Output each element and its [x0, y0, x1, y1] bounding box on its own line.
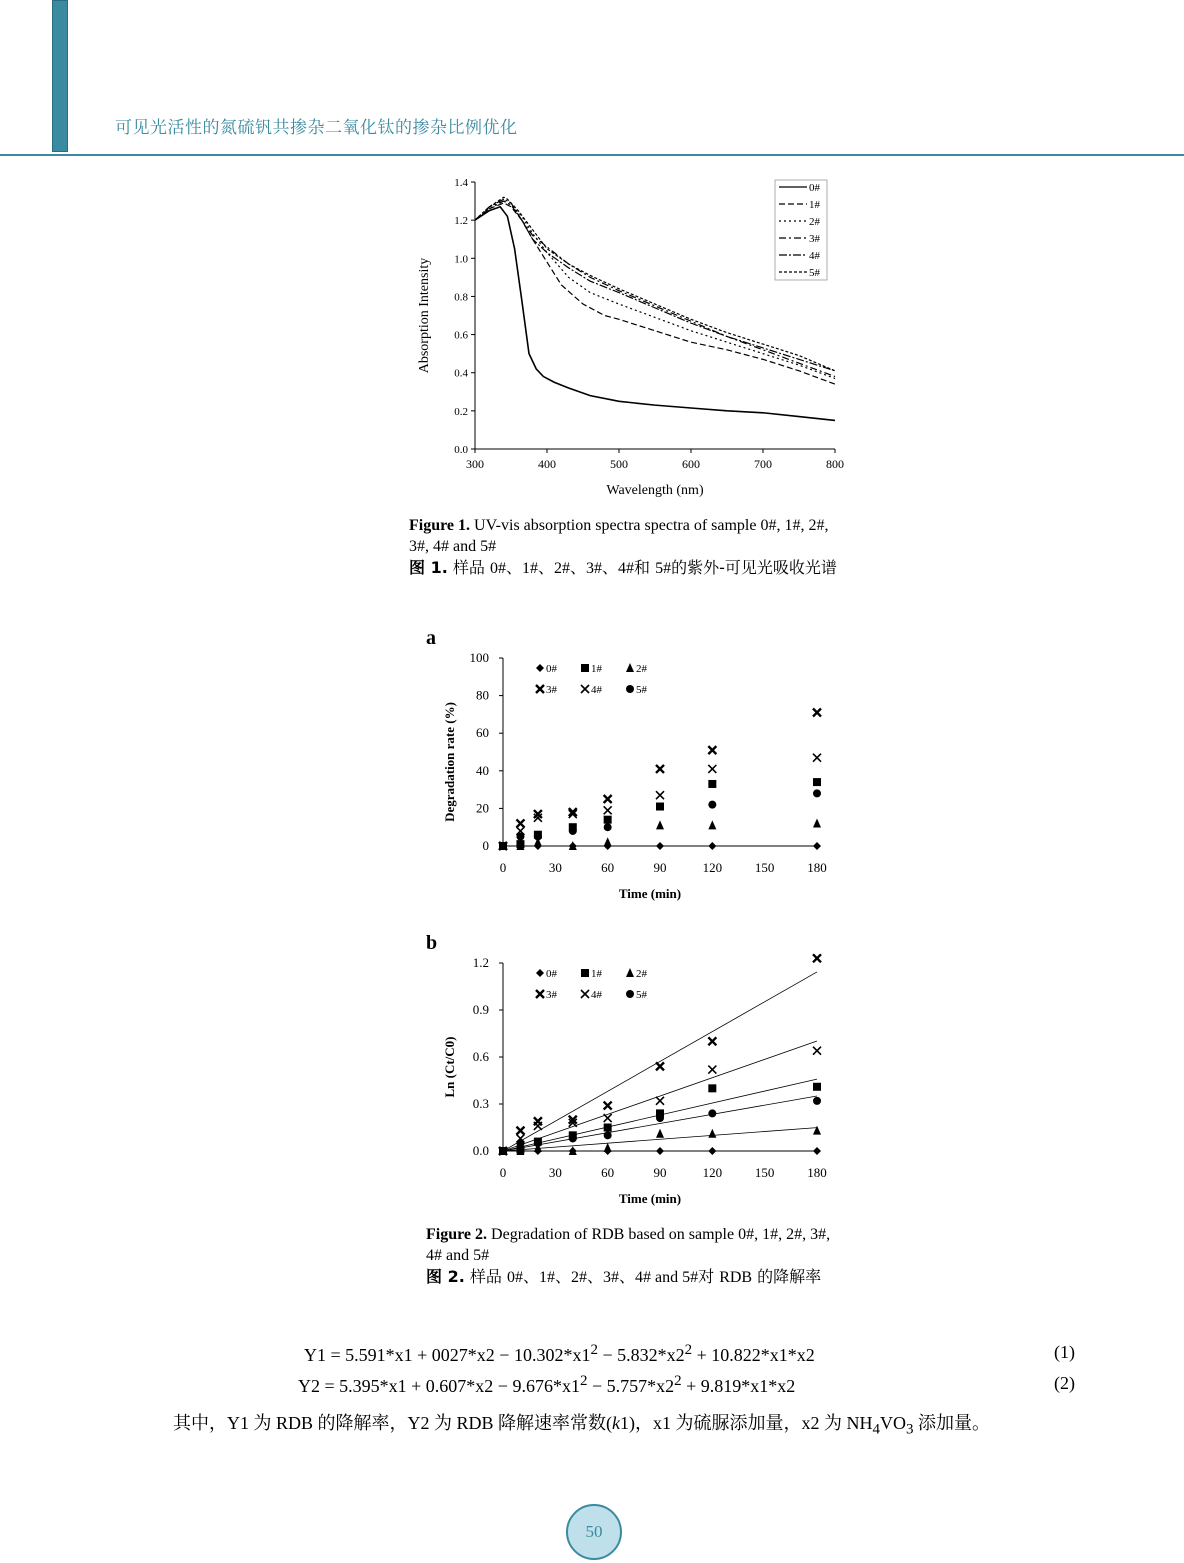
x-tick-label: 150: [754, 1165, 775, 1180]
panel-label: b: [426, 932, 438, 954]
point-2#: [604, 837, 612, 846]
point-2#: [708, 1129, 716, 1138]
point-3#: [656, 765, 664, 773]
figure-2-caption-cn-e: 的降解率: [752, 1267, 822, 1286]
figure-1-caption-cn-b: 0#、1#、2#、3#、4#: [489, 560, 634, 577]
f1-x-tick-label: 800: [826, 457, 844, 471]
figure-2-caption-cn: [426, 1266, 836, 1288]
x-tick-label: 0: [499, 1165, 507, 1180]
point-3#: [708, 746, 716, 754]
body-text-d: 添加量。: [913, 1413, 991, 1433]
figure-1-caption-cn-a: 样品: [447, 558, 490, 577]
figure-1-label-cn: 图 1.: [409, 558, 448, 577]
point-5#: [516, 833, 524, 841]
f1-legend-label: 2#: [809, 216, 820, 228]
figure-2-caption-en: [426, 1224, 836, 1266]
point-2#: [813, 818, 821, 827]
legend-marker-0#: [536, 664, 544, 672]
point-0#: [708, 1147, 716, 1155]
point-5#: [708, 801, 716, 809]
point-3#: [604, 1102, 612, 1110]
f1-x-tick-label: 400: [538, 457, 556, 471]
header-rule: [0, 154, 1184, 156]
legend-marker-3#: [536, 990, 544, 998]
y-tick-label: 0.6: [472, 1049, 489, 1064]
x-tick-label: 60: [601, 860, 615, 875]
x-tick-label: 180: [807, 1165, 827, 1180]
y-tick-label: 60: [476, 725, 489, 741]
legend-label: 1#: [591, 663, 602, 675]
y-tick-label: 0.3: [472, 1096, 489, 1111]
point-4#: [708, 765, 716, 773]
point-5#: [499, 1147, 507, 1155]
x-tick-label: 0: [499, 860, 507, 875]
figure-1-caption-en: [409, 515, 849, 557]
legend-marker-3#: [536, 685, 544, 693]
figure-1-caption-cn-c: 和: [634, 558, 656, 577]
point-1#: [656, 803, 664, 811]
body-text-a: 其中，Y1 为 RDB 的降解率，Y2 为 RDB 降解速率常数(: [173, 1413, 613, 1433]
f1-legend-label: 0#: [809, 182, 820, 194]
equation-1-part-2: − 5.832*x2: [597, 1345, 685, 1365]
x-tick-label: 30: [548, 1165, 562, 1180]
equation-2-sup-2: 2: [674, 1373, 682, 1389]
legend-marker-0#: [536, 969, 544, 977]
legend-marker-5#: [626, 990, 634, 998]
point-4#: [656, 1097, 664, 1105]
point-5#: [813, 1097, 821, 1105]
point-1#: [813, 778, 821, 786]
f1-y-tick-label: 1.4: [454, 177, 468, 189]
point-3#: [813, 709, 821, 717]
point-0#: [813, 842, 821, 850]
f1-y-tick-label: 0.2: [454, 405, 468, 418]
point-2#: [656, 1129, 664, 1138]
point-2#: [604, 1143, 612, 1152]
equation-1-part-1: Y1 = 5.591*x1 + 0027*x2 − 10.302*x1: [304, 1345, 591, 1365]
legend-marker-2#: [626, 663, 634, 672]
figure-2b-chart: [420, 925, 840, 1215]
y-tick-label: 0.0: [472, 1143, 489, 1158]
point-3#: [604, 795, 612, 803]
point-2#: [656, 820, 664, 829]
x-tick-label: 150: [754, 860, 775, 875]
page-number-badge: 50: [566, 1504, 622, 1560]
figure-1-caption-text: UV-vis absorption spectra spectra of sample 0#, 1#, 2#, 3#, 4# and 5#: [409, 517, 829, 555]
header-accent-bar: [52, 0, 68, 152]
f1-y-tick-label: 1.0: [454, 253, 468, 266]
y-tick-label: 80: [476, 687, 489, 703]
point-5#: [604, 823, 612, 831]
x-axis-label: Time (min): [618, 1191, 682, 1206]
point-1#: [604, 1124, 612, 1132]
x-tick-label: 120: [702, 860, 723, 875]
point-0#: [656, 842, 664, 850]
f1-x-tick-label: 700: [754, 457, 772, 471]
f1-y-tick-label: 0.6: [454, 329, 468, 342]
f1-x-axis-label: Wavelength (nm): [606, 483, 704, 498]
figure-2-label-cn: 图 2.: [426, 1267, 465, 1286]
f1-legend-label: 1#: [809, 199, 820, 211]
f1-x-tick-label: 300: [466, 457, 484, 471]
point-5#: [604, 1131, 612, 1139]
f1-legend-box: [775, 180, 827, 280]
y-tick-label: 1.2: [472, 955, 489, 970]
x-axis-label: Time (min): [618, 886, 682, 901]
legend-label: 2#: [636, 663, 647, 675]
figure-2-caption-cn-c: 对: [698, 1267, 720, 1286]
equation-2-part-2: − 5.757*x2: [587, 1376, 675, 1396]
f1-y-tick-label: 0.8: [454, 291, 468, 304]
equation-2-sup-1: 2: [579, 1373, 588, 1389]
point-1#: [708, 1084, 716, 1092]
legend-label: 5#: [636, 684, 647, 696]
body-text-sub-4: 4: [872, 1421, 881, 1438]
legend-label: 4#: [591, 684, 602, 696]
point-5#: [569, 1134, 577, 1142]
point-0#: [656, 1147, 664, 1155]
legend-marker-5#: [626, 685, 634, 693]
x-tick-label: 90: [653, 1165, 667, 1180]
f1-y-axis-label: Absorption Intensity: [417, 257, 432, 374]
equation-1-sup-1: 2: [590, 1342, 598, 1358]
y-tick-label: 0.9: [472, 1002, 489, 1017]
point-1#: [813, 1083, 821, 1091]
point-4#: [708, 1066, 716, 1074]
figure-1-caption-cn: [409, 557, 849, 579]
equation-2-number: (2): [1054, 1373, 1075, 1393]
f1-legend-label: 4#: [809, 250, 820, 262]
point-4#: [656, 791, 664, 799]
point-5#: [534, 833, 542, 841]
figure-1-chart: [410, 170, 850, 505]
legend-label: 1#: [591, 968, 602, 980]
x-tick-label: 180: [807, 860, 827, 875]
legend-marker-1#: [581, 969, 589, 977]
figure-2-caption-cn-a: 样品: [464, 1267, 507, 1286]
equation-1: [304, 1342, 815, 1366]
f1-y-tick-label: 0.4: [454, 367, 468, 380]
body-paragraph: [173, 1409, 990, 1439]
f1-y-tick-label: 1.2: [454, 215, 468, 228]
x-tick-label: 60: [601, 1165, 615, 1180]
y-tick-label: 20: [476, 800, 489, 816]
y-axis-label: Ln (Ct/C0): [442, 1036, 457, 1098]
y-tick-label: 100: [469, 650, 489, 665]
legend-label: 2#: [636, 968, 647, 980]
point-3#: [708, 1037, 716, 1045]
legend-label: 5#: [636, 989, 647, 1001]
x-tick-label: 30: [548, 860, 562, 875]
body-text-sub-3: 3: [906, 1421, 914, 1438]
point-0#: [708, 842, 716, 850]
figure-1-caption: [409, 515, 849, 579]
legend-label: 3#: [546, 684, 557, 696]
figure-2-label: Figure 2.: [426, 1226, 488, 1243]
f1-x-tick-label: 500: [610, 457, 628, 471]
point-1#: [604, 816, 612, 824]
legend-label: 0#: [546, 968, 557, 980]
point-5#: [708, 1109, 716, 1117]
figure-1-label: Figure 1.: [409, 517, 471, 534]
x-tick-label: 90: [653, 860, 667, 875]
figure-2-caption-text: Degradation of RDB based on sample 0#, 1#, 2#, 3#, 4# and 5#: [426, 1226, 831, 1264]
f1-legend-label: 3#: [809, 233, 820, 245]
figure-1-caption-cn-e: 的紫外-可见光吸收光谱: [671, 558, 837, 577]
point-3#: [813, 954, 821, 962]
equation-2: [298, 1373, 795, 1397]
running-header-title: 可见光活性的氮硫钒共掺杂二氧化钛的掺杂比例优化: [115, 118, 518, 137]
body-text-k: k: [612, 1413, 621, 1433]
legend-label: 3#: [546, 989, 557, 1001]
point-3#: [656, 1062, 664, 1070]
legend-marker-2#: [626, 968, 634, 977]
figure-2a-chart: [420, 620, 840, 910]
figure-2-caption-cn-b: 0#、1#、2#、3#、4# and 5#: [506, 1269, 699, 1286]
point-5#: [516, 1139, 524, 1147]
point-5#: [499, 842, 507, 850]
f1-y-tick-label: 0.0: [454, 444, 468, 456]
x-tick-label: 120: [702, 1165, 723, 1180]
point-2#: [813, 1126, 821, 1135]
point-4#: [604, 1114, 612, 1122]
point-3#: [516, 819, 524, 827]
point-4#: [813, 754, 821, 762]
equation-2-part-3: + 9.819*x1*x2: [681, 1376, 796, 1396]
fit-line-5#: [503, 1096, 817, 1151]
figure-2-caption-cn-d: RDB: [719, 1269, 753, 1286]
f1-legend-label: 5#: [809, 267, 820, 279]
legend-label: 0#: [546, 663, 557, 675]
panel-label: a: [426, 627, 436, 649]
point-4#: [534, 1122, 542, 1130]
legend-marker-4#: [581, 685, 589, 693]
point-3#: [516, 1127, 524, 1135]
equation-1-sup-2: 2: [684, 1342, 693, 1358]
legend-label: 4#: [591, 989, 602, 1001]
equation-2-part-1: Y2 = 5.395*x1 + 0.607*x2 − 9.676*x1: [298, 1376, 580, 1396]
point-5#: [813, 789, 821, 797]
body-text-c: VO: [880, 1413, 907, 1433]
y-tick-label: 0: [482, 838, 489, 853]
y-tick-label: 40: [476, 762, 489, 778]
point-4#: [604, 806, 612, 814]
point-5#: [534, 1139, 542, 1147]
equation-1-part-3: + 10.822*x1*x2: [692, 1345, 815, 1365]
point-2#: [708, 820, 716, 829]
f1-x-tick-label: 600: [682, 457, 700, 471]
legend-marker-1#: [581, 664, 589, 672]
point-0#: [813, 1147, 821, 1155]
point-4#: [813, 1047, 821, 1055]
body-text-b: 1)，x1 为硫脲添加量，x2 为 NH: [620, 1413, 873, 1433]
figure-1-caption-cn-d: 5#: [655, 560, 672, 577]
point-5#: [569, 827, 577, 835]
figure-2-caption: [426, 1224, 836, 1288]
point-5#: [656, 1114, 664, 1122]
equation-1-number: (1): [1054, 1342, 1075, 1362]
y-axis-label: Degradation rate (%): [442, 702, 457, 822]
point-1#: [708, 780, 716, 788]
legend-marker-4#: [581, 990, 589, 998]
